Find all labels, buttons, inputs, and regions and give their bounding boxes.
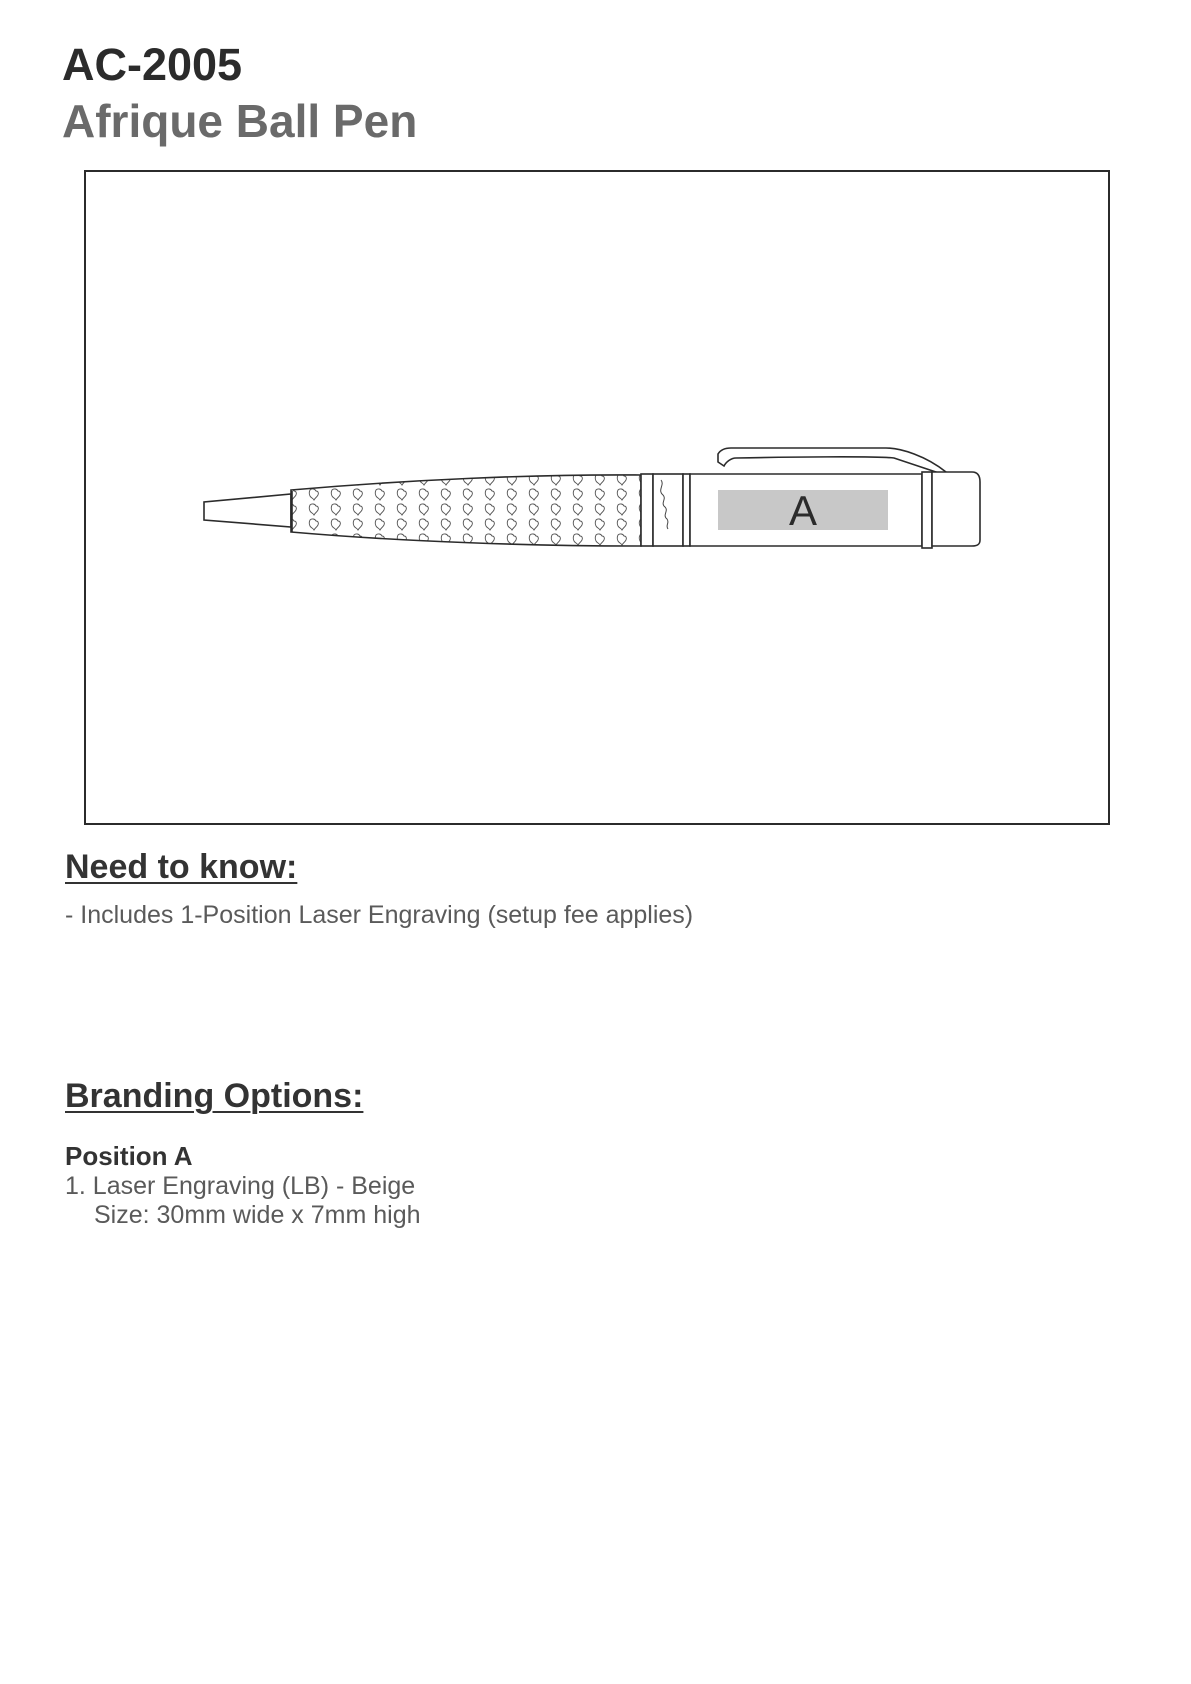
need-to-know-heading: Need to know:	[65, 848, 298, 886]
product-code: AC-2005	[62, 39, 243, 90]
branding-options-heading: Branding Options:	[65, 1077, 364, 1115]
pen-tip	[204, 494, 291, 527]
product-illustration-frame	[84, 170, 1110, 825]
pen-signature-band	[653, 474, 683, 546]
position-a-label: A	[788, 487, 818, 534]
need-to-know-item: - Includes 1-Position Laser Engraving (setup fee applies)	[65, 901, 694, 929]
pen-ring	[641, 474, 653, 546]
branding-option-size: Size: 30mm wide x 7mm high	[94, 1201, 421, 1229]
pen-illustration	[86, 172, 1112, 827]
product-name: Afrique Ball Pen	[62, 95, 418, 147]
branding-option-method: 1. Laser Engraving (LB) - Beige	[65, 1172, 416, 1200]
pen-clip	[718, 448, 946, 474]
pen-cap-end	[932, 472, 980, 546]
position-a-heading: Position A	[65, 1141, 193, 1171]
pen-barrel-pattern	[291, 475, 641, 546]
